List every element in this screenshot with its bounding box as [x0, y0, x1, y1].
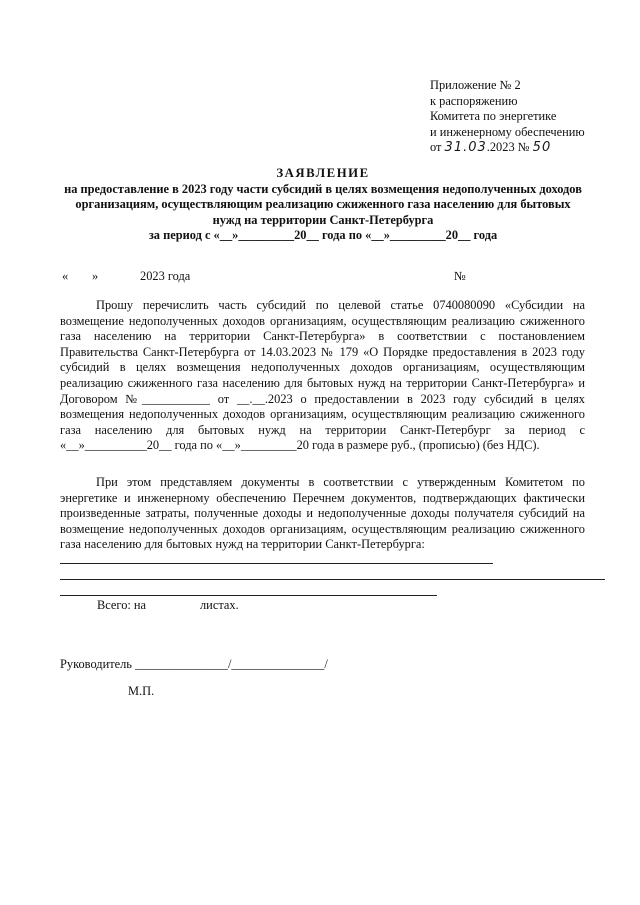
title-line-4: нужд на территории Санкт-Петербурга	[212, 212, 434, 227]
signature-line: Руководитель _______________/_______________/	[60, 657, 328, 671]
title-period-line: за период с «__»_________20__ года по «__»_________20__ года	[148, 228, 498, 243]
date-number-sign: №	[454, 269, 466, 283]
title-line-3: организациям, осуществляющим реализацию сжиженного газа населению для бытовых	[75, 197, 571, 212]
total-suffix: листах.	[200, 598, 239, 612]
handwritten-date: 31.03	[444, 140, 487, 156]
blank-line-3	[60, 595, 437, 596]
documents-paragraph	[60, 475, 585, 553]
document-title	[60, 166, 586, 244]
attachment-date-year: .2023 №	[486, 140, 533, 155]
attachment-date-line	[430, 140, 585, 156]
blank-line-2	[60, 579, 605, 580]
handwritten-number: 50	[532, 140, 552, 156]
attachment-line-4: и инженерному обеспечению	[430, 124, 585, 139]
request-paragraph-text: Прошу перечислить часть субсидий по целевой статье 0740080090 «Субсидии на возмещение недополученных доходов организациям, осуществляющим реализацию сжиженного газа населению на территории Санкт-Петербурга» в соответствии с постановлением Правительства Санкт-Петербурга от 14.03.2023 № 179 «О Порядке предоставления в 2023 году субсидий в целях возмещения недополученных доходов организациям, осуществляющим реализацию сжиженного газа населению для бытовых нужд на территории Санкт-Петербурга» и Договором №___________ от __.__.2023 о предоставлении в 2023 году субсидий в целях возмещения недополученных доходов организациям, осуществляющим реализацию сжиженного газа населению для бытовых нужд на территории Санкт-Петербург за период с «__»__________20__ года по «__»_________20 года в размере руб., (прописью) (без НДС).	[60, 298, 585, 453]
stamp-label: М.П.	[128, 684, 155, 698]
attachment-line-1: Приложение № 2	[430, 78, 521, 92]
attachment-date-prefix: от	[430, 140, 445, 155]
date-close-quote: »	[92, 269, 99, 283]
request-paragraph	[60, 298, 585, 454]
date-year: 2023 года	[140, 269, 191, 283]
attachment-line-3: Комитета по энергетике	[430, 109, 557, 124]
blank-line-1	[60, 563, 493, 564]
documents-paragraph-text: При этом представляем документы в соответствии с утвержденным Комитетом по энергетике и инженерному обеспечению Перечнем документов, подтверждающих фактически произведенные затраты, полученные доходы и недополученные доходы получателя субсидий на возмещение недополученных доходов организациям, осуществляющим реализацию сжиженного газа населению для бытовых нужд на территории Санкт-Петербурга:	[60, 475, 585, 552]
attachment-header	[430, 78, 585, 156]
title-heading: ЗАЯВЛЕНИЕ	[276, 166, 370, 180]
date-open-quote: «	[62, 269, 69, 283]
attachment-line-2: к распоряжению	[430, 93, 518, 108]
title-line-2: на предоставление в 2023 году части субсидий в целях возмещения недополученных доходов	[64, 181, 582, 196]
total-prefix: Всего: на	[97, 598, 147, 612]
